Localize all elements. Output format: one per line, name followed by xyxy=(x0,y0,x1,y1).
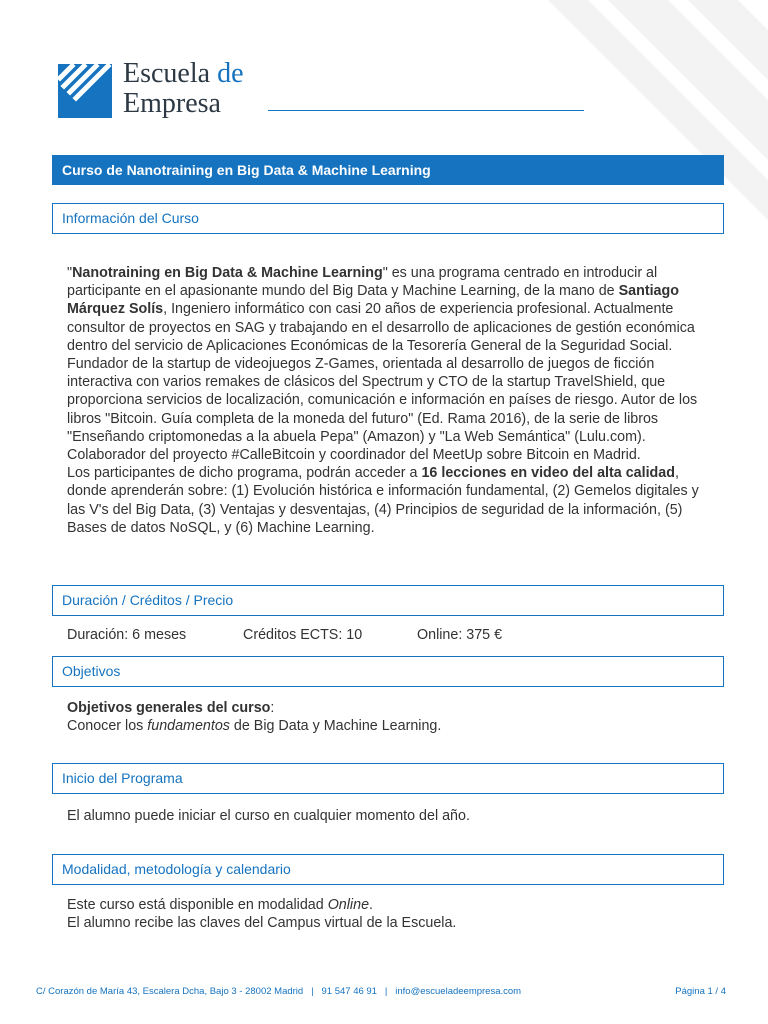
modalidad-paragraph xyxy=(67,896,717,932)
objetivos-italic: fundamentos xyxy=(147,718,230,735)
modalidad-text-1: Este curso está disponible en modalidad xyxy=(67,897,328,913)
precio-value: Online: 375 € xyxy=(417,627,503,643)
objetivos-paragraph xyxy=(67,699,717,735)
info-quote: " xyxy=(67,265,73,281)
info-bold-author: Santiago Márquez Solís xyxy=(67,283,679,318)
info-text-2: , Ingeniero informático con casi 20 años de experiencia profesional. Actualmente consultor de proyectos en SAG y trabajando en el desarrollo de aplicaciones de gestión económica dentro del servicio de Aplicaciones Económicas de la Tesorería General de la Seguridad Social. Fundador de la startup de videojuegos Z-Games, orientada al desarrollo de juegos de ficción interactiva con varios remakes de clásicos del Spectrum y CTO de la startup TravelShield, que proporciona servicios de localización, comunicación e información en países de riesgo. Autor de los libros "Bitcoin. Guía completa de la moneda del futuro" (Ed. Rama 2016), de la serie de libros "Enseñando criptomonedas a la abuela Pepa" (Amazon) y "La Web Semántica" (Lulu.com). Colaborador del proyecto #CalleBitcoin y coordinador del MeetUp sobre Bitcoin en Madrid. xyxy=(67,301,698,464)
section-objetivos-header: Objetivos xyxy=(52,656,724,687)
info-text-1: " es una programa centrado en introducir al participante en el apasionante mundo del Big Data y Machine Learning, de la mano de xyxy=(67,265,658,300)
logo-mark-icon xyxy=(58,64,112,118)
objetivos-text-2: de Big Data y Machine Learning. xyxy=(229,718,442,735)
section-duracion-header: Duración / Créditos / Precio xyxy=(52,585,724,616)
footer-address: C/ Corazón de María 43, Escalera Dcha, Bajo 3 - 28002 Madrid | 91 547 46 91 | info@escueladeempresa.com xyxy=(36,986,522,997)
section-modalidad-header: Modalidad, metodología y calendario xyxy=(52,854,724,885)
objetivos-colon: : xyxy=(270,700,275,716)
logo-text xyxy=(123,60,244,118)
section-inicio-header: Inicio del Programa xyxy=(52,763,724,794)
course-title-bar: Curso de Nanotraining en Big Data & Machine Learning xyxy=(52,155,724,185)
modalidad-line-2: El alumno recibe las claves del Campus virtual de la Escuela. xyxy=(67,915,457,932)
info-bold-program: Nanotraining en Big Data & Machine Learning xyxy=(72,265,383,281)
info-text-4: , donde aprenderán sobre: (1) Evolución histórica e información fundamental, (2) Gemelos digitales y las V's del Big Data, (3) Ventajas y desventajas, (4) Principios de seguridad de la información, (5) Bases de datos NoSQL, y (6) Machine Learning. xyxy=(67,465,699,536)
section-info-header: Información del Curso xyxy=(52,203,724,234)
objetivos-text-1: Conocer los xyxy=(67,718,148,735)
modalidad-italic: Online xyxy=(327,897,370,913)
inicio-text: El alumno puede iniciar el curso en cualquier momento del año. xyxy=(67,808,470,824)
modalidad-text-2: . xyxy=(369,897,373,913)
info-text-3: Los participantes de dicho programa, podrán acceder a xyxy=(67,465,422,482)
objetivos-heading: Objetivos generales del curso xyxy=(67,700,271,716)
duracion-value: Duración: 6 meses xyxy=(67,627,187,643)
creditos-value: Créditos ECTS: 10 xyxy=(243,627,363,643)
logo-word-empresa: Empresa xyxy=(123,88,221,119)
logo-word-escuela: Escuela xyxy=(123,58,211,89)
footer-page-number: Página 1 / 4 xyxy=(675,986,726,997)
logo-word-de: de xyxy=(217,58,244,89)
info-bold-lessons: 16 lecciones en video del alta calidad xyxy=(421,465,675,482)
logo-underline xyxy=(268,110,584,111)
info-paragraph xyxy=(67,264,717,537)
logo xyxy=(58,60,598,120)
